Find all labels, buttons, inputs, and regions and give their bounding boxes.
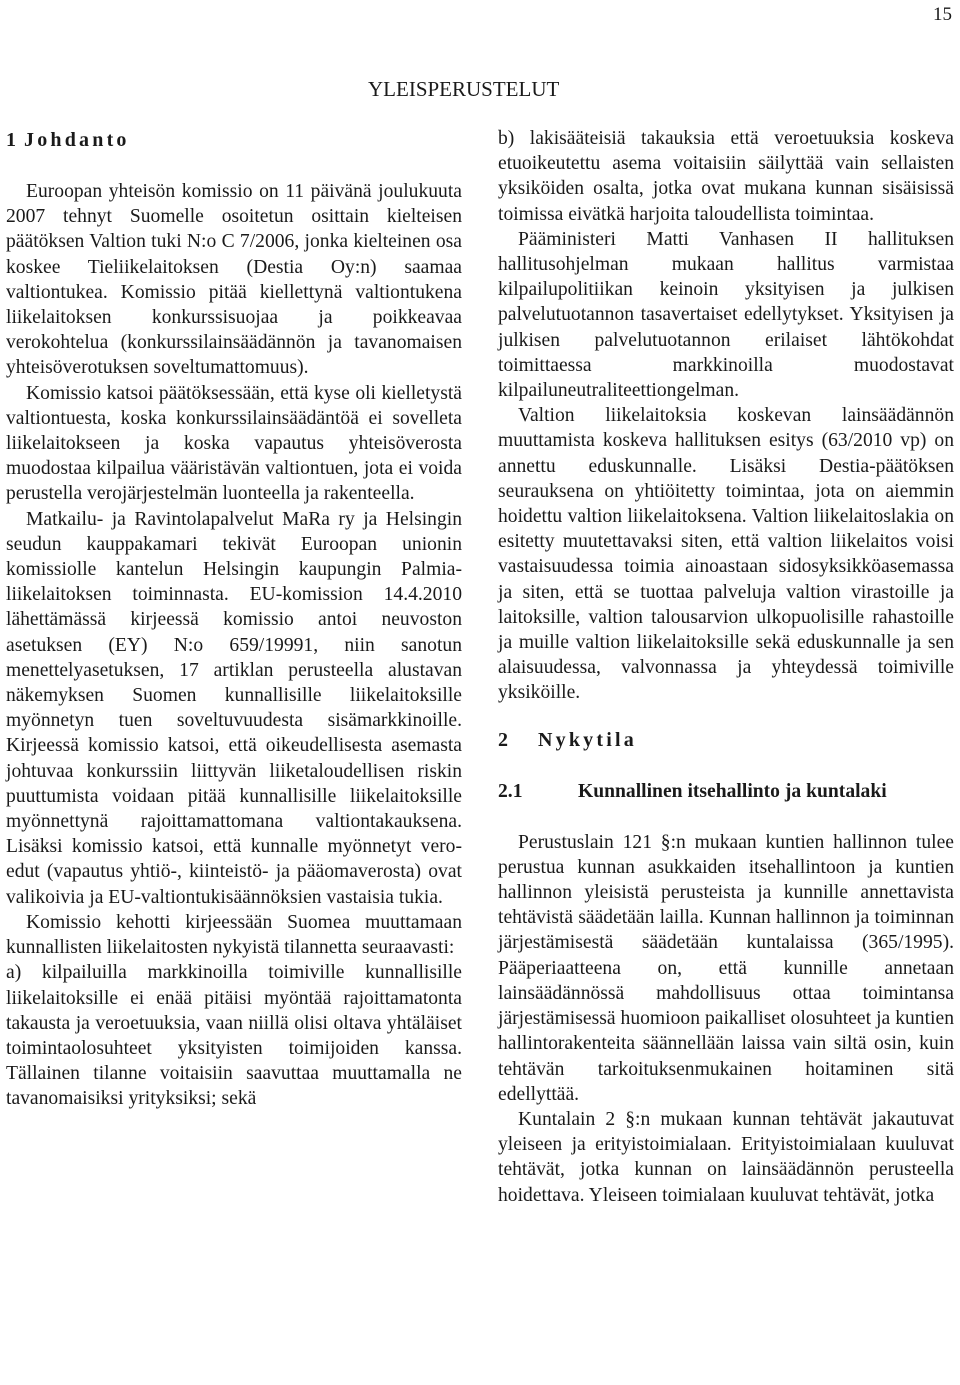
heading-number: 2	[498, 728, 508, 751]
heading-title: Nykytila	[538, 728, 637, 751]
list-item: a) kilpailuilla markkinoilla toimiville kunnallisille liikelaitoksille ei enää pitäisi myöntää rajoittamatonta takausta ja veroetuuksia, vaan niillä olisi oltava yhtäläiset toimintaolosuhteet yksityisten toimijoiden kanssa. Tällainen tilanne voitaisiin saavuttaa muuttamalla ne tavanomaisiksi yrityksiksi; sekä	[6, 962, 462, 1110]
paragraph: Komissio kehotti kirjeessään Suomea muuttamaan kunnallisten liikelaitosten nykyistä tilannetta seuraavasti:	[6, 911, 462, 959]
page-number: 15	[933, 4, 952, 25]
paragraph: Perustuslain 121 §:n mukaan kuntien hallinnon tulee perustua kunnan asukkaiden itsehallintoon ja kuntien hallinnon yleisistä perusteista ja kunnille annettavista tehtävistä säädetään lailla. Kunnan hallinnon ja toiminnan järjestämisestä säädetään kuntalaissa (365/1995). Pääperiaatteena on, että kunnille annetaan lainsäädännössä mahdollisuus ottaa toimintansa järjestämisessä huomioon paikalliset olosuhteet ja kuntien hallintorakenteita säännellään laissa vain siltä osin, kuin tehtävän tarkoituksenmukainen hoitaminen sitä edellyttää.	[498, 831, 954, 1105]
subheading-number: 2.1	[498, 780, 523, 802]
right-column	[498, 126, 954, 1208]
paragraph: Valtion liikelaitoksia koskevan lainsäädännön muuttamista koskeva hallituksen esitys (63/2010 vp) on annettu eduskunnalle. Lisäksi Destia-päätöksen seurauksena on yhtiöitetty toimintaa, jota on aiemmin hoidettu valtion liikelaitoksena. Valtion liikelaitoslakia on esitetty muutettavaksi siten, että valtion liikelaitos voisi vastaisuudessa toimia ainoastaan sidosyksikköasemassa ja siten, että se tuottaa palveluja valtion virastoille ja laitoksille, valtion talousarvion ulkopuolisille rahastoille ja muille valtion liikelaitoksille sekä eduskunnalle ja sen alaisuudessa, valvonnassa ja yhteydessä toimiville yksiköille.	[498, 405, 954, 704]
section-header: YLEISPERUSTELUT	[368, 77, 560, 101]
paragraph: Pääministeri Matti Vanhasen II hallituksen hallitusohjelman mukaan hallitus varmistaa kilpailupolitiikan keinoin yksityisen ja julkisen palvelutuotannon tasavertaiset edellytykset. Yksityisen ja julkisen palvelutuotannon erilaiset lähtökohdat toimittaessa markkinoilla muodostavat kilpailuneutraliteettiongelman.	[498, 228, 954, 402]
subheading-title: Kunnallinen itsehallinto ja kuntalaki	[578, 780, 887, 802]
left-column	[6, 126, 462, 1112]
heading-title: Johdanto	[24, 129, 130, 151]
heading-nykytila	[498, 728, 954, 752]
paragraph: Kuntalain 2 §:n mukaan kunnan tehtävät jakautuvat yleiseen ja erityistoimialaan. Erityistoimialaan kuuluvat tehtävät, jotka kunnan on lainsäädännön perusteella hoidettava. Yleiseen toimialaan kuuluvat tehtävät, jotka	[498, 1108, 954, 1206]
heading-johdanto	[6, 128, 462, 152]
subheading-kunnallinen-itsehallinto	[498, 780, 954, 804]
paragraph: Komissio katsoi päätöksessään, että kyse oli kielletystä valtiontuesta, koska konkurssilainsäädäntöä ei sovelleta liikelaitokseen ja koska vapautus yhteisöverosta muodostaa kilpailua vääristävän valtiontuen, jota ei voida perustella verojärjestelmän luonteella ja rakenteella.	[6, 382, 462, 505]
paragraph: Matkailu- ja Ravintolapalvelut MaRa ry ja Helsingin seudun kauppakamari tekivät Euroopan unionin komissiolle kantelun Helsingin kaupungin Palmia-liikelaitoksen toiminnasta. EU-komission 14.4.2010 lähettämässä kirjeessä komissio antoi neuvoston asetuksen (EY) N:o 659/19991, niin sanotun menettelyasetuksen, 17 artiklan perusteella alustavan näkemyksen Suomen kunnallisille liikelaitoksille myönnetyn tuen soveltuvuudesta sisämarkkinoille. Kirjeessä komissio katsoi, että oikeudellisesta asemasta johtuvaa konkurssiin liittyvän liiketaloudellisen riskin puuttumista voidaan pitää kunnallisille liikelaitoksille myönnettynä rajoittamattomana valtiontakauksena. Lisäksi komissio katsoi, että kunnalle myönnetyt vero-edut (vapautus yhtiö-, kiinteistö- ja pääomaverosta) ovat valikoivia ja EU-valtiontukisäännöksien vastaisia tukia.	[6, 508, 462, 908]
list-item: b) lakisääteisiä takauksia että veroetuuksia koskeva etuoikeutettu asema voitaisiin säilyttää vain sellaisten yksiköiden osalta, jotka ovat mukana kunnan sisäisissä toimissa eivätkä harjoita taloudellista toimintaa.	[498, 128, 954, 225]
paragraph: Euroopan yhteisön komissio on 11 päivänä joulukuuta 2007 tehnyt Suomelle osoitetun osittain kielteisen päätöksen Valtion tuki N:o C 7/2006, jonka kielteinen osa koskee Tieliikelaitoksen (Destia Oy:n) saamaa valtiontukea. Komissio pitää kiellettynä valtiontukena liikelaitoksen konkurssisuojaa ja poikkeavaa verokohtelua (konkurssilainsäädännön ja tavanomaisen yhteisöverotuksen soveltumattomuus).	[6, 181, 462, 379]
heading-number: 1	[6, 129, 16, 151]
